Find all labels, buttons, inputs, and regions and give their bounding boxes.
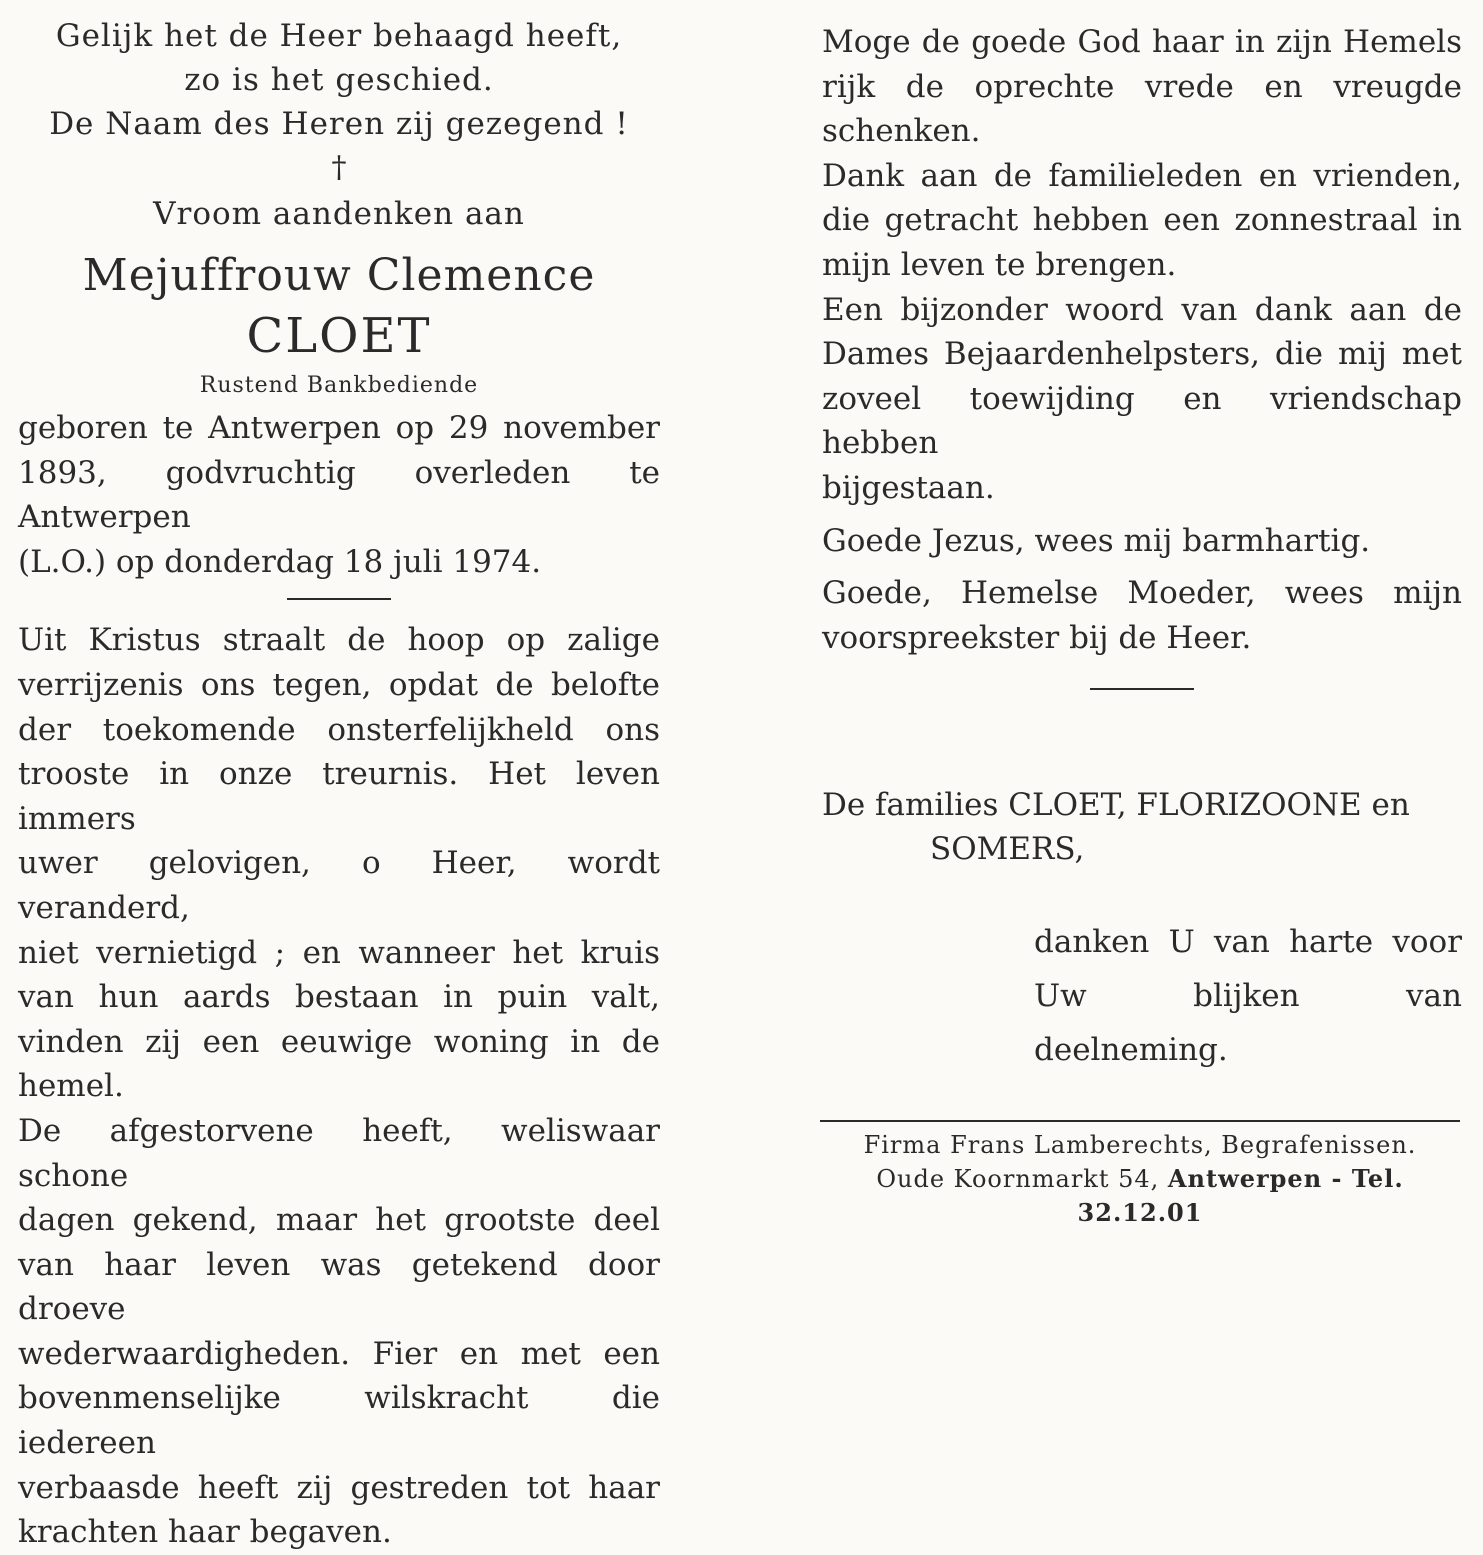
text-line: Dank aan de familieleden en vrienden, xyxy=(822,157,1462,194)
footer-line xyxy=(820,1162,1460,1230)
text-line: vinden zij een eeuwige woning in de hemel. xyxy=(18,1023,660,1105)
footer-city-phone: Antwerpen - Tel. 32.12.01 xyxy=(1077,1164,1404,1227)
text-line: van hun aards bestaan in puin valt, xyxy=(18,979,660,1016)
text-line: rijk de oprechte vrede en vreugde schenken. xyxy=(822,68,1462,150)
deceased-name xyxy=(18,246,660,368)
families-line: De families CLOET, FLORIZOONE en xyxy=(822,787,1410,823)
text-line: danken U van harte voor xyxy=(1034,924,1462,960)
text-line: Uw blijken van deelneming. xyxy=(1034,978,1462,1068)
text-line: wederwaardigheden. Fier en met een xyxy=(18,1335,660,1372)
families-line: SOMERS, xyxy=(930,831,1085,867)
text-line: uwer gelovigen, o Heer, wordt veranderd, xyxy=(18,845,660,926)
text-line: voorspreekster bij de Heer. xyxy=(822,619,1252,656)
cross-icon: † xyxy=(331,150,347,185)
text-line: bijgestaan. xyxy=(822,469,995,506)
text-line: zoveel toewijding en vriendschap hebben xyxy=(822,380,1462,462)
text-line: niet vernietigd ; en wanneer het kruis xyxy=(18,934,660,971)
printer-footer xyxy=(820,1128,1460,1230)
motto-line: De Naam des Heren zij gezegend ! xyxy=(49,106,629,142)
consolation-text xyxy=(18,618,660,1554)
name-prefix: Mejuffrouw Clemence xyxy=(82,250,596,301)
text-line: mijn leven te brengen. xyxy=(822,246,1177,283)
motto-line: zo is het geschied. xyxy=(184,62,494,98)
text-line: der toekomende onsterfelijkheld ons xyxy=(18,711,660,748)
footer-rule xyxy=(820,1120,1460,1122)
text-line: Uit Kristus straalt de hoop op zalige xyxy=(18,622,660,659)
motto xyxy=(18,14,660,146)
text-line: geboren te Antwerpen op 29 november xyxy=(18,410,660,446)
text-line: Een bijzonder woord van dank aan de xyxy=(822,291,1462,328)
motto-line: Gelijk het de Heer behaagd heeft, xyxy=(55,18,623,54)
text-line: trooste in onze treurnis. Het leven immers xyxy=(18,756,660,837)
text-line: Dames Bejaardenhelpsters, die mij met xyxy=(822,336,1462,373)
text-line: 1893, godvruchtig overleden te Antwerpen xyxy=(18,454,660,536)
thanks-closing xyxy=(1034,915,1462,1077)
text-line: die getracht hebben een zonnestraal in xyxy=(822,202,1462,239)
text-line: De afgestorvene heeft, weliswaar schone xyxy=(18,1112,660,1194)
blessing-paragraph xyxy=(822,20,1462,288)
text-line: krachten haar begaven. xyxy=(18,1514,392,1551)
left-column xyxy=(18,14,660,1555)
text-line: verbaasde heeft zij gestreden tot haar xyxy=(18,1469,660,1506)
text-line: bovenmenselijke wilskracht die iedereen xyxy=(18,1380,660,1462)
text-line: dagen gekend, maar het grootste deel xyxy=(18,1202,660,1239)
in-memory-heading: Vroom aandenken aan xyxy=(153,196,525,232)
families xyxy=(822,783,1442,871)
footer-line: Firma Frans Lamberechts, Begrafenissen. xyxy=(863,1131,1417,1159)
surname: CLOET xyxy=(246,308,432,364)
prayer-jesus: Goede Jezus, wees mij barmhartig. xyxy=(822,522,1371,559)
text-line: Moge de goede God haar in zijn Hemels xyxy=(822,24,1462,60)
divider xyxy=(287,598,391,600)
text-line: Goede, Hemelse Moeder, wees mijn xyxy=(822,575,1462,612)
text-line: verrijzenis ons tegen, opdat de belofte xyxy=(18,666,660,703)
occupation: Rustend Bankbediende xyxy=(199,373,479,398)
prayer-mother xyxy=(822,571,1462,660)
thanks-paragraph xyxy=(822,288,1462,511)
divider xyxy=(1090,688,1194,690)
text-line: (L.O.) op donderdag 18 juli 1974. xyxy=(18,543,542,580)
birth-death-text xyxy=(18,406,660,584)
text-line: van haar leven was getekend door droeve xyxy=(18,1246,660,1328)
right-column xyxy=(822,20,1462,690)
footer-address: Oude Koornmarkt 54, xyxy=(876,1165,1168,1193)
